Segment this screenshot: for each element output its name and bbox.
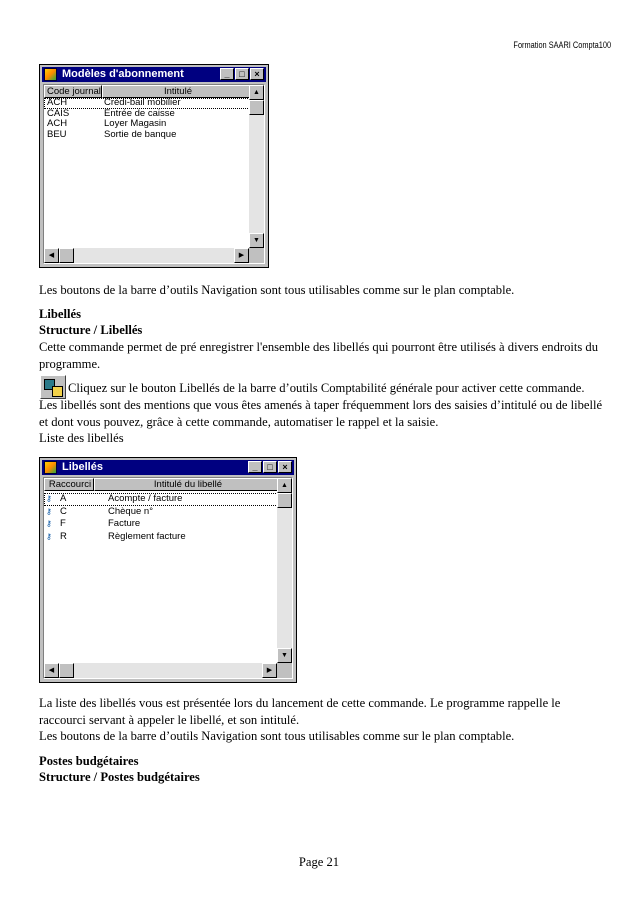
window-title-bar[interactable] (42, 67, 266, 82)
key-icon: ⚷ (46, 494, 52, 503)
column-header-code-journal[interactable]: Code journal (44, 85, 102, 98)
cell-code: CAIS (47, 107, 70, 119)
paragraph: Cette commande permet de pré enregistrer l'ensemble des libellés qui pourront être utilisés à divers endroits du programme. (39, 340, 599, 371)
table-row[interactable] (44, 119, 252, 130)
scroll-left-button[interactable]: ◀ (44, 663, 59, 678)
menu-path-heading: Structure / Libellés (39, 323, 143, 337)
scroll-down-button[interactable]: ▼ (277, 648, 292, 663)
scroll-thumb[interactable] (277, 493, 292, 508)
section-heading: Libellés (39, 307, 81, 321)
menu-path-heading: Structure / Postes budgétaires (39, 770, 200, 784)
key-icon: ⚷ (46, 506, 52, 516)
table-row[interactable] (44, 130, 252, 141)
paragraph: Les boutons de la barre d’outils Navigation sont tous utilisables comme sur le plan comptable. (39, 729, 515, 743)
scroll-down-button[interactable]: ▼ (249, 233, 264, 248)
libelles-window[interactable] (39, 457, 297, 683)
table-row[interactable] (44, 506, 280, 519)
cell-label: Facture (108, 518, 141, 529)
column-header-intitule-libelle[interactable]: Intitulé du libellé (94, 478, 280, 491)
paragraph: Cliquez sur le bouton Libellés de la barre d’outils Comptabilité générale pour activer cette commande. (68, 381, 585, 395)
cell-label: Chèque n° (108, 505, 153, 517)
table-row[interactable] (44, 531, 280, 544)
cell-code: BEU (47, 128, 67, 140)
vertical-scrollbar[interactable] (249, 85, 264, 248)
scroll-up-button[interactable]: ▲ (249, 85, 264, 100)
cell-label: Sortie de banque (104, 128, 177, 140)
cell-label: Entrée de caisse (104, 107, 175, 119)
close-button[interactable]: × (278, 461, 292, 473)
subscription-models-window[interactable] (39, 64, 269, 268)
app-icon (44, 68, 57, 81)
key-icon: ⚷ (46, 531, 52, 541)
minimize-button[interactable]: _ (220, 68, 234, 80)
section-heading: Postes budgétaires (39, 754, 139, 768)
resize-grip[interactable] (249, 248, 264, 263)
scroll-left-button[interactable]: ◀ (44, 248, 59, 263)
window-title: Modèles d'abonnement (62, 68, 184, 80)
scroll-right-button[interactable]: ▶ (234, 248, 249, 263)
cell-label: Acompte / facture (108, 493, 183, 504)
maximize-button[interactable]: □ (263, 461, 277, 473)
cell-shortcut: F (60, 518, 66, 529)
app-icon (44, 461, 57, 474)
paragraph: Les libellés sont des mentions que vous êtes amenés à taper fréquemment lors des saisies d’intitulé ou de libellé et dont vous pouvez, grâce à cette commande, automatiser le rappel et la saisie. (39, 398, 603, 429)
cell-shortcut: R (60, 530, 67, 542)
cell-code: ACH (47, 97, 68, 108)
list-view[interactable] (43, 477, 293, 679)
table-row[interactable] (44, 518, 280, 531)
libelles-toolbar-icon (40, 375, 66, 399)
cell-label: Crédi-bail mobilier (104, 97, 181, 108)
paragraph: La liste des libellés vous est présentée lors du lancement de cette commande. Le programme rappelle le raccourci servant à appeler le libellé, et son intitulé. (39, 696, 561, 727)
maximize-button[interactable]: □ (235, 68, 249, 80)
vertical-scrollbar[interactable] (277, 478, 292, 663)
list-view[interactable] (43, 84, 265, 264)
column-header-raccourci[interactable]: Raccourci (44, 478, 94, 491)
window-title-bar[interactable] (42, 460, 294, 475)
cell-code: ACH (47, 118, 68, 129)
table-row[interactable] (44, 493, 280, 506)
horizontal-scrollbar[interactable] (44, 248, 249, 263)
minimize-button[interactable]: _ (248, 461, 262, 473)
cell-shortcut: A (60, 493, 67, 504)
cell-label: Règlement facture (108, 530, 186, 542)
paragraph: Les boutons de la barre d’outils Navigation sont tous utilisables comme sur le plan comptable. (39, 283, 515, 297)
scroll-thumb[interactable] (249, 100, 264, 115)
resize-grip[interactable] (277, 663, 292, 678)
key-icon: ⚷ (46, 519, 52, 528)
scroll-thumb[interactable] (59, 663, 74, 678)
column-header-intitule[interactable]: Intitulé (102, 85, 252, 98)
cell-shortcut: C (60, 505, 67, 517)
close-button[interactable]: × (250, 68, 264, 80)
horizontal-scrollbar[interactable] (44, 663, 277, 678)
scroll-thumb[interactable] (59, 248, 74, 263)
cell-label: Loyer Magasin (104, 118, 167, 129)
scroll-right-button[interactable]: ▶ (262, 663, 277, 678)
column-header-row (44, 478, 280, 491)
table-row[interactable] (44, 98, 252, 109)
page-number: Page 21 (298, 855, 340, 869)
running-header: Formation SAARI Compta100 (513, 40, 611, 50)
scroll-up-button[interactable]: ▲ (277, 478, 292, 493)
paragraph: Liste des libellés (39, 431, 124, 445)
window-title: Libellés (62, 461, 103, 473)
